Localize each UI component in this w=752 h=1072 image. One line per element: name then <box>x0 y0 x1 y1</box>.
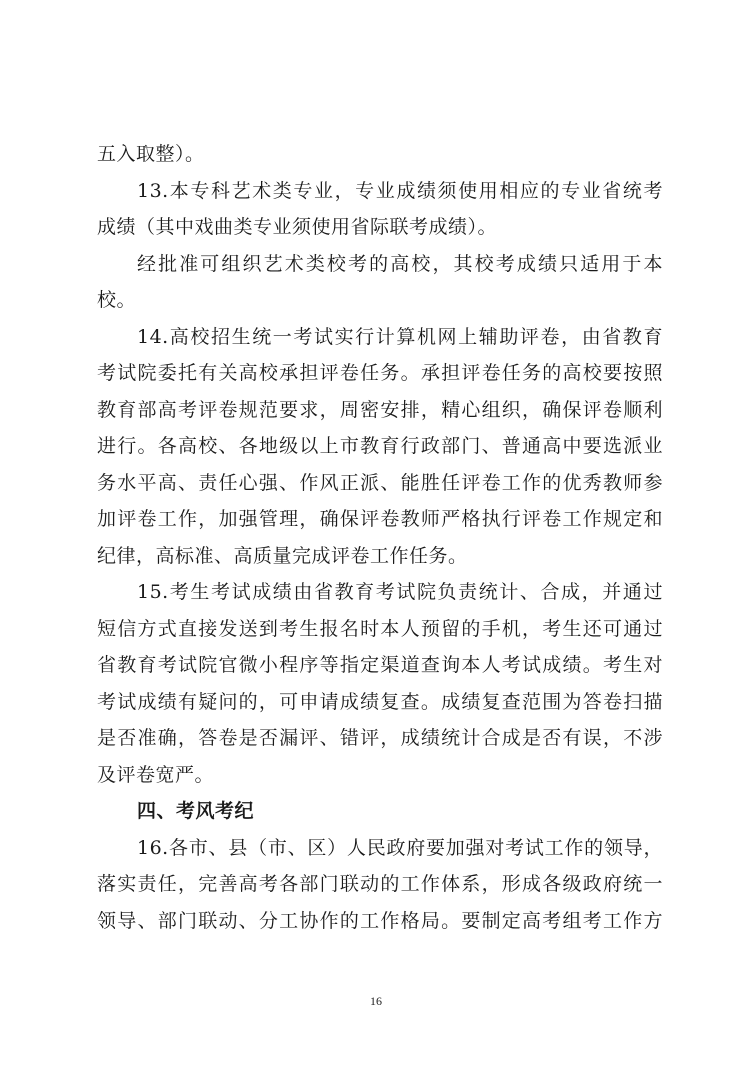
text-line: 短信方式直接发送到考生报名时本人预留的手机，考生还可通过 <box>97 617 663 640</box>
text-line: 14.高校招生统一考试实行计算机网上辅助评卷，由省教育 <box>137 325 663 348</box>
paragraph <box>97 173 663 246</box>
text-line: 加评卷工作，加强管理，确保评卷教师严格执行评卷工作规定和 <box>97 508 663 530</box>
text-line: 经批准可组织艺术类校考的高校，其校考成绩只适用于本 <box>137 252 663 275</box>
text-line: 落实责任，完善高考各部门联动的工作体系，形成各级政府统一 <box>97 873 663 895</box>
section-heading <box>97 793 663 830</box>
text-line: 教育部高考评卷规范要求，周密安排，精心组织，确保评卷顺利 <box>97 398 663 421</box>
paragraph <box>97 319 663 575</box>
text-line: 务水平高、责任心强、作风正派、能胜任评卷工作的优秀教师参 <box>97 471 663 494</box>
paragraph <box>97 246 663 319</box>
text-line: 考试成绩有疑问的，可申请成绩复查。成绩复查范围为答卷扫描 <box>97 690 663 713</box>
text-line: 16.各市、县（市、区）人民政府要加强对考试工作的领导， <box>137 836 663 859</box>
text-line: 进行。各高校、各地级以上市教育行政部门、普通高中要选派业 <box>97 435 663 457</box>
text-line: 考试院委托有关高校承担评卷任务。承担评卷任务的高校要按照 <box>97 362 663 384</box>
text-line: 领导、部门联动、分工协作的工作格局。要制定高考组考工作方 <box>97 909 663 932</box>
text-line: 13.本专科艺术类专业，专业成绩须使用相应的专业省统考 <box>137 179 663 202</box>
page-number: 16 <box>370 994 382 1008</box>
paragraph <box>97 830 663 940</box>
paragraph <box>97 574 663 793</box>
text-line: 及评卷宽严。 <box>97 763 215 786</box>
text-line: 成绩（其中戏曲类专业须使用省际联考成绩）。 <box>97 216 498 238</box>
paragraph <box>97 136 663 173</box>
document-body <box>97 136 663 939</box>
text-line: 是否准确，答卷是否漏评、错评，成绩统计合成是否有误，不涉 <box>97 727 663 749</box>
text-line: 四、考风考纪 <box>137 800 255 822</box>
text-line: 纪律，高标准、高质量完成评卷工作任务。 <box>97 544 468 567</box>
text-line: 15.考生考试成绩由省教育考试院负责统计、合成，并通过 <box>137 581 663 603</box>
text-line: 五入取整）。 <box>97 143 205 165</box>
text-line: 校。 <box>97 289 137 311</box>
text-line: 省教育考试院官微小程序等指定渠道查询本人考试成绩。考生对 <box>97 654 663 676</box>
